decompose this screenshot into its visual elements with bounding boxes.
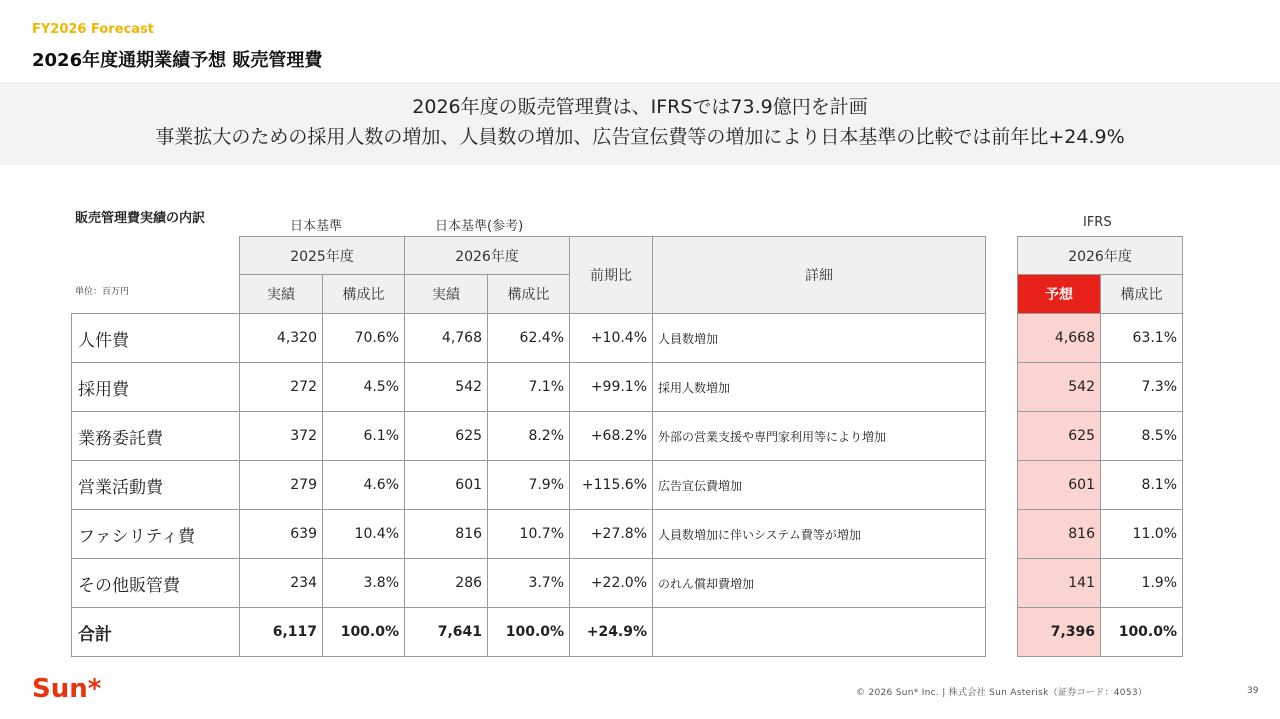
- summary-line-1: 2026年度の販売管理費は、IFRSでは73.9億円を計画: [412, 96, 868, 118]
- header-ratio-ifrs: 構成比: [1101, 275, 1183, 314]
- ratio-2025: 4.5%: [323, 363, 405, 412]
- ifrs-total-row: [1018, 608, 1183, 657]
- ratio-2026: 8.2%: [488, 412, 570, 461]
- actual-2026: 625: [405, 412, 488, 461]
- summary-banner: [0, 82, 1280, 165]
- actual-2026: 816: [405, 510, 488, 559]
- yoy-change: +10.4%: [570, 314, 653, 363]
- forecast-ratio: 11.0%: [1101, 510, 1183, 559]
- ratio-2025: 70.6%: [323, 314, 405, 363]
- section-kicker: FY2026 Forecast: [32, 22, 154, 37]
- sga-breakdown-table: [71, 236, 986, 657]
- forecast-ratio: 63.1%: [1101, 314, 1183, 363]
- row-label: 合計: [72, 608, 240, 657]
- forecast-value: 816: [1018, 510, 1101, 559]
- actual-2026: 601: [405, 461, 488, 510]
- row-label: 採用費: [72, 363, 240, 412]
- ifrs-row: [1018, 412, 1183, 461]
- actual-2025: 234: [240, 559, 323, 608]
- actual-2026: 4,768: [405, 314, 488, 363]
- table-row: [72, 510, 986, 559]
- table-section-title: 販売管理費実績の内訳: [75, 211, 206, 226]
- yoy-change: +115.6%: [570, 461, 653, 510]
- header-actual-2025: 実績: [240, 275, 323, 314]
- header-ratio-2026: 構成比: [488, 275, 570, 314]
- ratio-2026: 100.0%: [488, 608, 570, 657]
- detail-text: 採用人数増加: [653, 363, 986, 412]
- header-blank: [72, 237, 240, 314]
- header-ratio-2025: 構成比: [323, 275, 405, 314]
- forecast-ratio: 100.0%: [1101, 608, 1183, 657]
- actual-2026: 286: [405, 559, 488, 608]
- ratio-2025: 3.8%: [323, 559, 405, 608]
- row-label: 業務委託費: [72, 412, 240, 461]
- ratio-2025: 10.4%: [323, 510, 405, 559]
- copyright-text: © 2026 Sun* Inc. | 株式会社 Sun Asterisk（証券コード：4053）: [856, 688, 1148, 698]
- forecast-value: 625: [1018, 412, 1101, 461]
- table-row: [72, 314, 986, 363]
- summary-line-2: 事業拡大のための採用人数の増加、人員数の増加、広告宣伝費等の増加により日本基準の比較では前年比+24.9%: [155, 126, 1125, 148]
- table-row: [72, 461, 986, 510]
- forecast-ratio: 7.3%: [1101, 363, 1183, 412]
- ifrs-row: [1018, 314, 1183, 363]
- unit-label: 単位：百万円: [75, 287, 130, 297]
- yoy-change: +99.1%: [570, 363, 653, 412]
- actual-2025: 4,320: [240, 314, 323, 363]
- actual-2025: 639: [240, 510, 323, 559]
- yoy-change: +68.2%: [570, 412, 653, 461]
- forecast-ratio: 8.1%: [1101, 461, 1183, 510]
- actual-2026: 7,641: [405, 608, 488, 657]
- detail-text: [653, 608, 986, 657]
- actual-2025: 272: [240, 363, 323, 412]
- ratio-2025: 6.1%: [323, 412, 405, 461]
- ratio-2025: 100.0%: [323, 608, 405, 657]
- row-label: その他販管費: [72, 559, 240, 608]
- ifrs-forecast-table: [1017, 236, 1183, 657]
- ratio-2026: 7.9%: [488, 461, 570, 510]
- header-year-2025: 2025年度: [240, 237, 405, 275]
- ratio-2026: 10.7%: [488, 510, 570, 559]
- detail-text: 外部の営業支援や専門家利用等により増加: [653, 412, 986, 461]
- ifrs-row: [1018, 510, 1183, 559]
- forecast-value: 141: [1018, 559, 1101, 608]
- yoy-change: +22.0%: [570, 559, 653, 608]
- total-row: [72, 608, 986, 657]
- detail-text: 広告宣伝費増加: [653, 461, 986, 510]
- ifrs-row: [1018, 363, 1183, 412]
- ratio-2025: 4.6%: [323, 461, 405, 510]
- yoy-change: +24.9%: [570, 608, 653, 657]
- header-year-2026: 2026年度: [405, 237, 570, 275]
- sun-asterisk-logo: Sun*: [32, 674, 102, 704]
- actual-2026: 542: [405, 363, 488, 412]
- detail-text: のれん償却費増加: [653, 559, 986, 608]
- forecast-ratio: 1.9%: [1101, 559, 1183, 608]
- detail-text: 人員数増加に伴いシステム費等が増加: [653, 510, 986, 559]
- row-label: ファシリティ費: [72, 510, 240, 559]
- table-row: [72, 559, 986, 608]
- ifrs-label: IFRS: [1083, 215, 1112, 230]
- header-detail: 詳細: [653, 237, 986, 314]
- page-number: 39: [1247, 686, 1259, 696]
- ratio-2026: 62.4%: [488, 314, 570, 363]
- ifrs-row: [1018, 559, 1183, 608]
- ifrs-row: [1018, 461, 1183, 510]
- header-yoy: 前期比: [570, 237, 653, 314]
- header-ifrs-year-2026: 2026年度: [1018, 237, 1183, 275]
- row-label: 営業活動費: [72, 461, 240, 510]
- page-title: 2026年度通期業績予想 販売管理費: [32, 50, 323, 71]
- header-actual-2026: 実績: [405, 275, 488, 314]
- row-label: 人件費: [72, 314, 240, 363]
- actual-2025: 372: [240, 412, 323, 461]
- detail-text: 人員数増加: [653, 314, 986, 363]
- header-forecast: 予想: [1018, 275, 1101, 314]
- actual-2025: 6,117: [240, 608, 323, 657]
- table-row: [72, 363, 986, 412]
- actual-2025: 279: [240, 461, 323, 510]
- forecast-value: 542: [1018, 363, 1101, 412]
- forecast-value: 4,668: [1018, 314, 1101, 363]
- ratio-2026: 3.7%: [488, 559, 570, 608]
- forecast-value: 601: [1018, 461, 1101, 510]
- forecast-value: 7,396: [1018, 608, 1101, 657]
- yoy-change: +27.8%: [570, 510, 653, 559]
- table-row: [72, 412, 986, 461]
- jgaap-ref-label: 日本基準(参考): [435, 219, 524, 234]
- jgaap-label: 日本基準: [290, 219, 343, 234]
- ratio-2026: 7.1%: [488, 363, 570, 412]
- forecast-ratio: 8.5%: [1101, 412, 1183, 461]
